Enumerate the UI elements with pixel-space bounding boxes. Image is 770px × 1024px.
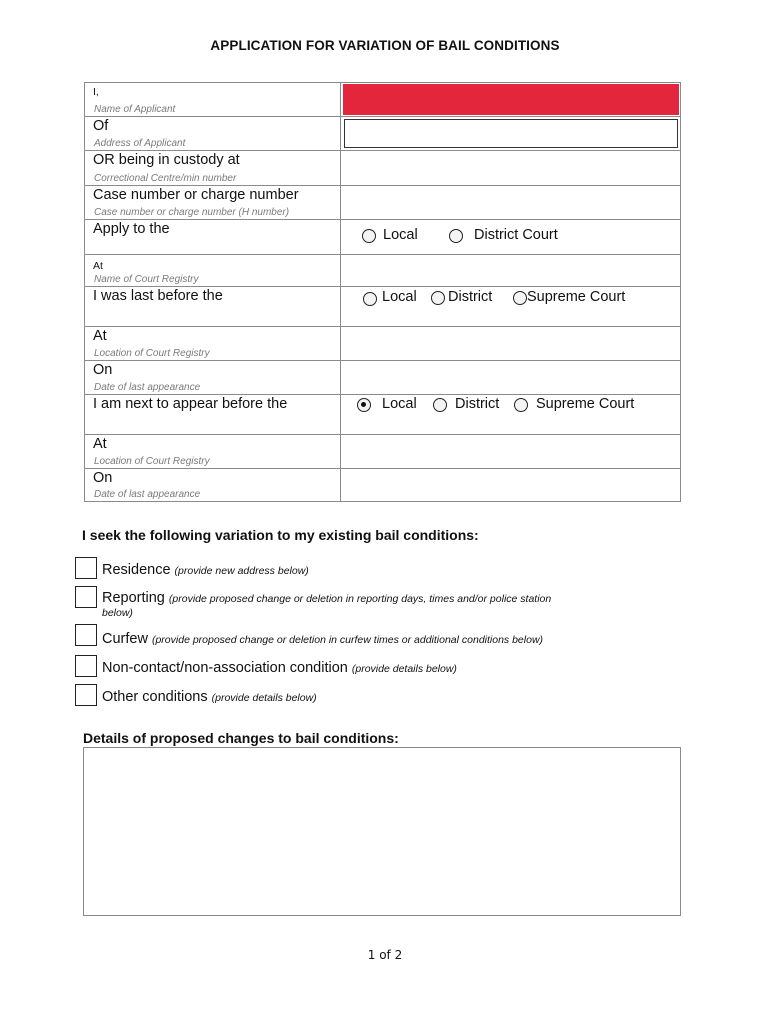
residence-label: Residence (102, 562, 171, 578)
reporting-label: Reporting (102, 590, 165, 606)
checkbox-non-contact[interactable] (75, 655, 97, 677)
applicant-name-highlight[interactable] (343, 84, 679, 115)
last-on-hint: Date of last appearance (94, 382, 201, 393)
checkbox-other-conditions[interactable] (75, 684, 97, 706)
residence-note: (provide new address below) (174, 565, 309, 577)
radio-last-supreme-court[interactable] (513, 291, 527, 305)
radio-next-local[interactable] (357, 398, 371, 412)
non-contact-note: (provide details below) (351, 663, 457, 675)
applicant-details-table (84, 82, 681, 502)
other-conditions-label: Other conditions (102, 689, 208, 705)
next-district-label[interactable]: District (455, 396, 500, 412)
last-before-label: I was last before the (93, 288, 223, 304)
form-title: APPLICATION FOR VARIATION OF BAIL CONDITIONS (210, 38, 560, 53)
last-at-label: At (93, 328, 107, 344)
row-apply-to (85, 220, 680, 255)
apply-to-options (342, 220, 680, 254)
next-at-field[interactable] (342, 435, 680, 468)
last-on-field[interactable] (342, 361, 680, 394)
radio-next-district[interactable] (433, 398, 447, 412)
row-next-before (85, 395, 680, 435)
last-local-label[interactable]: Local (382, 289, 417, 305)
next-supreme-court-label[interactable]: Supreme Court (536, 396, 635, 412)
applicant-hint: Name of Applicant (94, 104, 176, 115)
apply-local-label[interactable]: Local (383, 227, 418, 243)
checkbox-curfew[interactable] (75, 624, 97, 646)
curfew-note: (provide proposed change or deletion in curfew times or additional conditions below) (151, 634, 544, 646)
row-next-at (85, 435, 680, 469)
row-registry (85, 255, 680, 287)
reporting-note: (provide proposed change or deletion in reporting days, times and/or police station (168, 593, 552, 605)
checkbox-reporting[interactable] (75, 586, 97, 608)
next-before-options (342, 395, 680, 434)
case-number-hint: Case number or charge number (H number) (94, 207, 290, 218)
radio-apply-district-court[interactable] (449, 229, 463, 243)
next-at-hint: Location of Court Registry (94, 456, 210, 467)
next-at-label: At (93, 436, 107, 452)
row-custody (85, 151, 680, 186)
address-hint: Address of Applicant (94, 138, 186, 149)
row-applicant (85, 83, 680, 117)
row-address (85, 117, 680, 151)
curfew-option[interactable] (102, 631, 543, 649)
radio-apply-local[interactable] (362, 229, 376, 243)
details-heading: Details of proposed changes to bail conditions: (83, 730, 399, 746)
non-contact-label: Non-contact/non-association condition (102, 660, 348, 676)
next-before-label: I am next to appear before the (93, 396, 288, 412)
last-district-label[interactable]: District (448, 289, 493, 305)
next-on-field[interactable] (342, 469, 680, 501)
last-supreme-court-label[interactable]: Supreme Court (527, 289, 626, 305)
last-before-options (342, 287, 680, 326)
last-at-hint: Location of Court Registry (94, 348, 210, 359)
row-case-number (85, 186, 680, 220)
row-last-on (85, 361, 680, 395)
address-focus-box[interactable] (344, 119, 678, 148)
curfew-label: Curfew (102, 631, 148, 647)
custody-label: OR being in custody at (93, 152, 240, 168)
next-on-label: On (93, 470, 113, 486)
case-number-label: Case number or charge number (93, 187, 299, 203)
radio-next-supreme-court[interactable] (514, 398, 528, 412)
address-field[interactable] (342, 117, 680, 150)
case-number-field[interactable] (342, 186, 680, 219)
radio-last-local[interactable] (363, 292, 377, 306)
non-contact-option[interactable] (102, 660, 457, 678)
applicant-label: I, (93, 86, 99, 98)
row-last-before (85, 287, 680, 327)
row-next-on (85, 469, 680, 501)
custody-field[interactable] (342, 151, 680, 185)
apply-district-court-label[interactable]: District Court (474, 227, 558, 243)
checkbox-residence[interactable] (75, 557, 97, 579)
custody-hint: Correctional Centre/min number (94, 173, 237, 184)
other-conditions-option[interactable] (102, 689, 317, 707)
registry-field[interactable] (342, 255, 680, 286)
last-on-label: On (93, 362, 113, 378)
row-last-at (85, 327, 680, 361)
other-conditions-note: (provide details below) (211, 692, 317, 704)
residence-option[interactable] (102, 562, 309, 580)
address-label: Of (93, 118, 109, 134)
reporting-option[interactable] (102, 590, 551, 608)
registry-label: At (93, 260, 103, 272)
next-local-label[interactable]: Local (382, 396, 417, 412)
reporting-note-continued: below) (102, 607, 133, 619)
applicant-name-field[interactable] (342, 83, 680, 116)
last-at-field[interactable] (342, 327, 680, 360)
variation-heading: I seek the following variation to my existing bail conditions: (82, 527, 479, 543)
radio-last-district[interactable] (431, 291, 445, 305)
page-number: 1 of 2 (367, 948, 403, 962)
next-on-hint: Date of last appearance (94, 489, 201, 500)
apply-to-label: Apply to the (93, 221, 170, 237)
registry-hint: Name of Court Registry (94, 274, 199, 285)
details-textarea[interactable] (83, 747, 681, 916)
